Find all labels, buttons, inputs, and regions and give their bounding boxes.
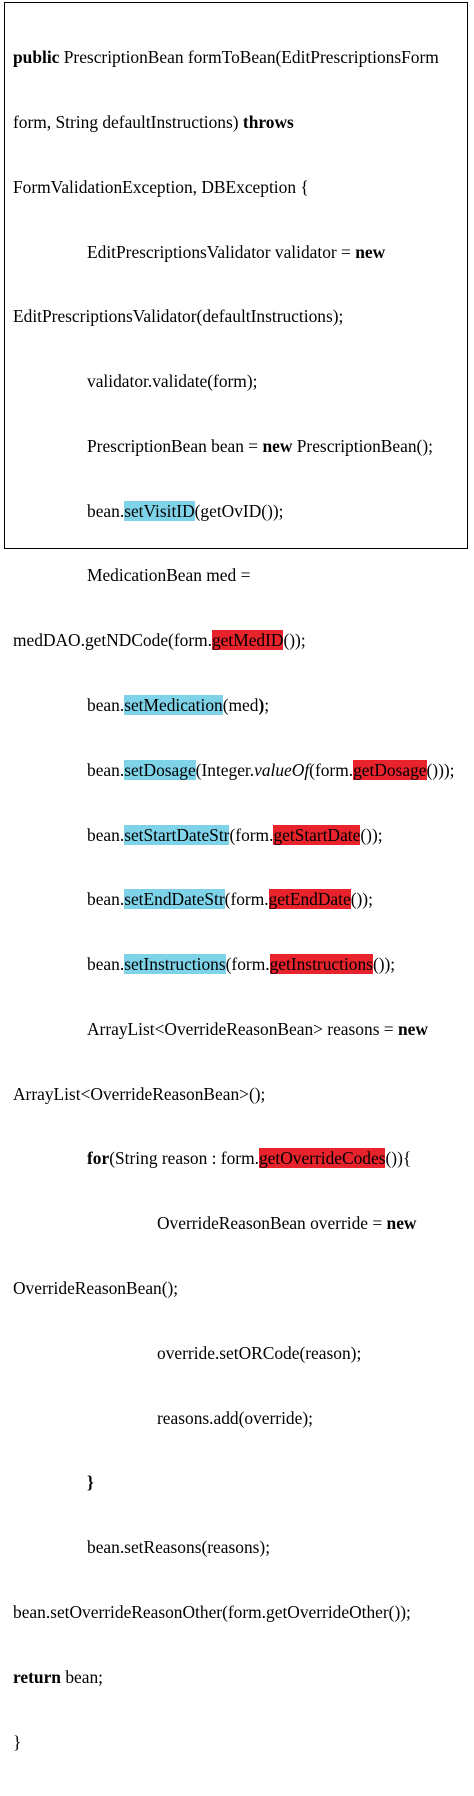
code-line-22 <box>13 1408 465 1430</box>
code-text: ArrayList<OverrideReasonBean>(); <box>13 1083 266 1104</box>
highlighted-getter: getInstructions <box>269 954 373 975</box>
code-line-9 <box>13 565 465 587</box>
code-line-21 <box>13 1343 465 1365</box>
code-text: OverrideReasonBean(); <box>13 1278 179 1299</box>
bold-paren: ) <box>258 695 265 715</box>
code-line-25 <box>13 1602 465 1624</box>
code-line-7 <box>13 436 465 458</box>
code-line-24 <box>13 1537 465 1559</box>
highlighted-setter: setDosage <box>124 759 196 780</box>
code-line-26 <box>13 1667 465 1689</box>
code-text: MedicationBean med = <box>87 565 251 586</box>
code-line-15 <box>13 954 465 976</box>
code-text: ()); <box>372 954 396 975</box>
code-text: reasons.add(override); <box>157 1407 313 1428</box>
closing-brace: } <box>87 1472 94 1493</box>
code-line-20 <box>13 1278 465 1300</box>
code-text: ()); <box>350 889 373 910</box>
keyword-throws: throws <box>242 111 294 132</box>
code-text: override.setORCode(reason); <box>157 1342 362 1363</box>
keyword-new: new <box>355 241 386 262</box>
code-text: form, String defaultInstructions) <box>13 111 243 132</box>
code-line-2 <box>13 112 465 134</box>
code-text: (getOvID()); <box>194 500 284 521</box>
keyword-new: new <box>386 1213 417 1234</box>
highlighted-setter: setInstructions <box>124 954 226 975</box>
highlighted-setter: setVisitID <box>124 500 195 521</box>
keyword-return: return <box>13 1666 61 1687</box>
code-text: PrescriptionBean(); <box>292 435 433 456</box>
code-text: PrescriptionBean bean = <box>87 435 263 456</box>
code-text: bean. <box>87 824 125 845</box>
code-text: (String reason : form. <box>109 1148 259 1169</box>
keyword-new: new <box>262 435 293 456</box>
code-line-4 <box>13 242 465 264</box>
code-text: OverrideReasonBean override = <box>157 1213 387 1234</box>
code-text: bean. <box>87 889 125 910</box>
code-line-6 <box>13 371 465 393</box>
code-line-16 <box>13 1019 465 1041</box>
highlighted-getter: getEndDate <box>268 889 351 910</box>
code-text: EditPrescriptionsValidator(defaultInstructions); <box>13 306 344 327</box>
code-text: (form. <box>309 759 354 780</box>
highlighted-setter: setEndDateStr <box>124 889 225 910</box>
code-line-27 <box>13 1732 465 1754</box>
code-line-23 <box>13 1472 465 1494</box>
closing-brace: } <box>13 1731 22 1752</box>
code-line-3 <box>13 177 465 199</box>
code-text: (form. <box>224 889 269 910</box>
code-line-12 <box>13 760 465 782</box>
code-line-8 <box>13 501 465 523</box>
highlighted-getter: getOverrideCodes <box>258 1148 386 1169</box>
code-text: ()){ <box>385 1148 412 1169</box>
code-line-14 <box>13 889 465 911</box>
code-text: FormValidationException, DBException { <box>13 176 309 197</box>
code-listing <box>13 4 465 1796</box>
highlighted-getter: getMedID <box>211 630 284 651</box>
code-line-19 <box>13 1213 465 1235</box>
keyword-for: for <box>87 1148 110 1169</box>
code-text: ()); <box>360 824 383 845</box>
code-text: ArrayList<OverrideReasonBean> reasons = <box>87 1018 398 1039</box>
code-text: ()); <box>283 630 306 651</box>
code-text: bean.setOverrideReasonOther(form.getOverrideOther()); <box>13 1601 411 1622</box>
code-text: bean. <box>87 500 125 521</box>
code-text: (med <box>222 695 259 715</box>
highlighted-getter: getStartDate <box>273 824 361 845</box>
code-text: bean. <box>87 759 125 780</box>
code-text: validator.validate(form); <box>87 371 258 392</box>
highlighted-setter: setStartDateStr <box>124 824 230 845</box>
code-text: (form. <box>225 954 270 975</box>
code-text: bean. <box>87 695 125 715</box>
code-line-10 <box>13 630 465 652</box>
code-text: (Integer. <box>195 759 255 780</box>
code-text: ; <box>264 695 270 715</box>
highlighted-setter: setMedication <box>124 695 223 715</box>
code-text: ())); <box>426 759 455 780</box>
code-line-18 <box>13 1148 465 1170</box>
highlighted-getter: getDosage <box>353 759 427 780</box>
code-line-5 <box>13 306 465 328</box>
keyword-new: new <box>397 1018 428 1039</box>
code-listing-frame <box>4 2 468 1752</box>
code-line-17 <box>13 1084 465 1106</box>
code-line-1 <box>13 47 465 69</box>
code-text: EditPrescriptionsValidator validator = <box>87 241 356 262</box>
code-text: PrescriptionBean formToBean(EditPrescriptionsForm <box>59 47 439 68</box>
keyword-public: public <box>13 47 60 68</box>
code-text: (form. <box>229 824 274 845</box>
code-line-13 <box>13 825 465 847</box>
code-text: bean; <box>60 1666 103 1687</box>
code-text: bean. <box>87 954 125 975</box>
code-text: medDAO.getNDCode(form. <box>13 630 212 651</box>
italic-method: valueOf <box>254 759 310 780</box>
code-text: bean.setReasons(reasons); <box>87 1537 271 1558</box>
code-line-11 <box>13 695 465 717</box>
